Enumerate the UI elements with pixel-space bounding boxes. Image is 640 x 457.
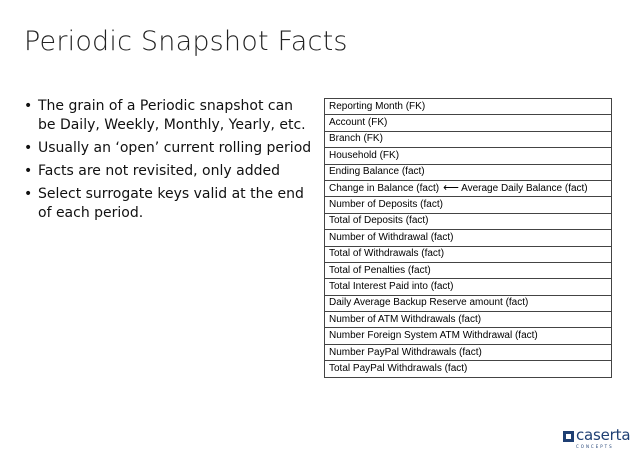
table-row: [325, 246, 612, 262]
table-row: [325, 312, 612, 328]
table-cell: Total of Deposits (fact): [325, 213, 612, 229]
table-cell: Branch (FK): [325, 131, 612, 147]
table-cell: Total Interest Paid into (fact): [325, 279, 612, 295]
bullet-item: [24, 162, 314, 181]
bullet-list: [24, 97, 314, 227]
table-row: [325, 148, 612, 164]
table-row: [325, 262, 612, 278]
table-cell: Household (FK): [325, 148, 612, 164]
bullet-text: Facts are not revisited, only added: [38, 163, 280, 179]
table-cell: Total of Penalties (fact): [325, 262, 612, 278]
table-row: [325, 131, 612, 147]
table-row: [325, 344, 612, 360]
caserta-logo: [563, 428, 630, 450]
table-row: [325, 164, 612, 180]
table-row: [325, 197, 612, 213]
bullet-text: The grain of a Periodic snapshot can be Daily, Weekly, Monthly, Yearly, etc.: [38, 98, 306, 133]
table-cell-label: Change in Balance (fact): [329, 183, 440, 195]
table-row: [325, 361, 612, 377]
bullet-text: Usually an ‘open’ current rolling period: [38, 140, 312, 156]
table-cell: Account (FK): [325, 115, 612, 131]
logo-subtitle: CONCEPTS: [576, 444, 614, 449]
table-row: [325, 328, 612, 344]
table-cell: Total PayPal Withdrawals (fact): [325, 361, 612, 377]
table-row: [325, 213, 612, 229]
table-row: [325, 295, 612, 311]
bullet-dot-icon: •: [24, 186, 33, 202]
bullet-item: [24, 97, 314, 135]
table-cell: Ending Balance (fact): [325, 164, 612, 180]
table-row: [325, 279, 612, 295]
bullet-text: Select surrogate keys valid at the end of each period.: [38, 186, 304, 221]
table-row: [325, 115, 612, 131]
bullet-dot-icon: •: [24, 98, 33, 114]
logo-name: caserta: [576, 426, 631, 444]
table-cell-annotated: [325, 180, 612, 196]
bullet-item: [24, 185, 314, 223]
table-cell: Reporting Month (FK): [325, 99, 612, 115]
table-row: [325, 230, 612, 246]
table-cell: Number of Deposits (fact): [325, 197, 612, 213]
table-cell: Number Foreign System ATM Withdrawal (fact): [325, 328, 612, 344]
table-row: [325, 180, 612, 196]
table-cell: Total of Withdrawals (fact): [325, 246, 612, 262]
bullet-dot-icon: •: [24, 140, 33, 156]
table-cell: Number PayPal Withdrawals (fact): [325, 344, 612, 360]
slide-title: Periodic Snapshot Facts: [24, 26, 348, 57]
arrow-left-icon: ⟵: [443, 182, 459, 195]
bullet-dot-icon: •: [24, 163, 33, 179]
table-cell: Daily Average Backup Reserve amount (fact): [325, 295, 612, 311]
table-cell: Number of Withdrawal (fact): [325, 230, 612, 246]
fact-table: [324, 98, 612, 378]
logo-text: [576, 428, 630, 450]
table-cell: Number of ATM Withdrawals (fact): [325, 312, 612, 328]
annotation-label: Average Daily Balance (fact): [461, 183, 588, 195]
table-row: [325, 99, 612, 115]
bullet-item: [24, 139, 314, 158]
logo-mark-icon: [563, 431, 574, 442]
